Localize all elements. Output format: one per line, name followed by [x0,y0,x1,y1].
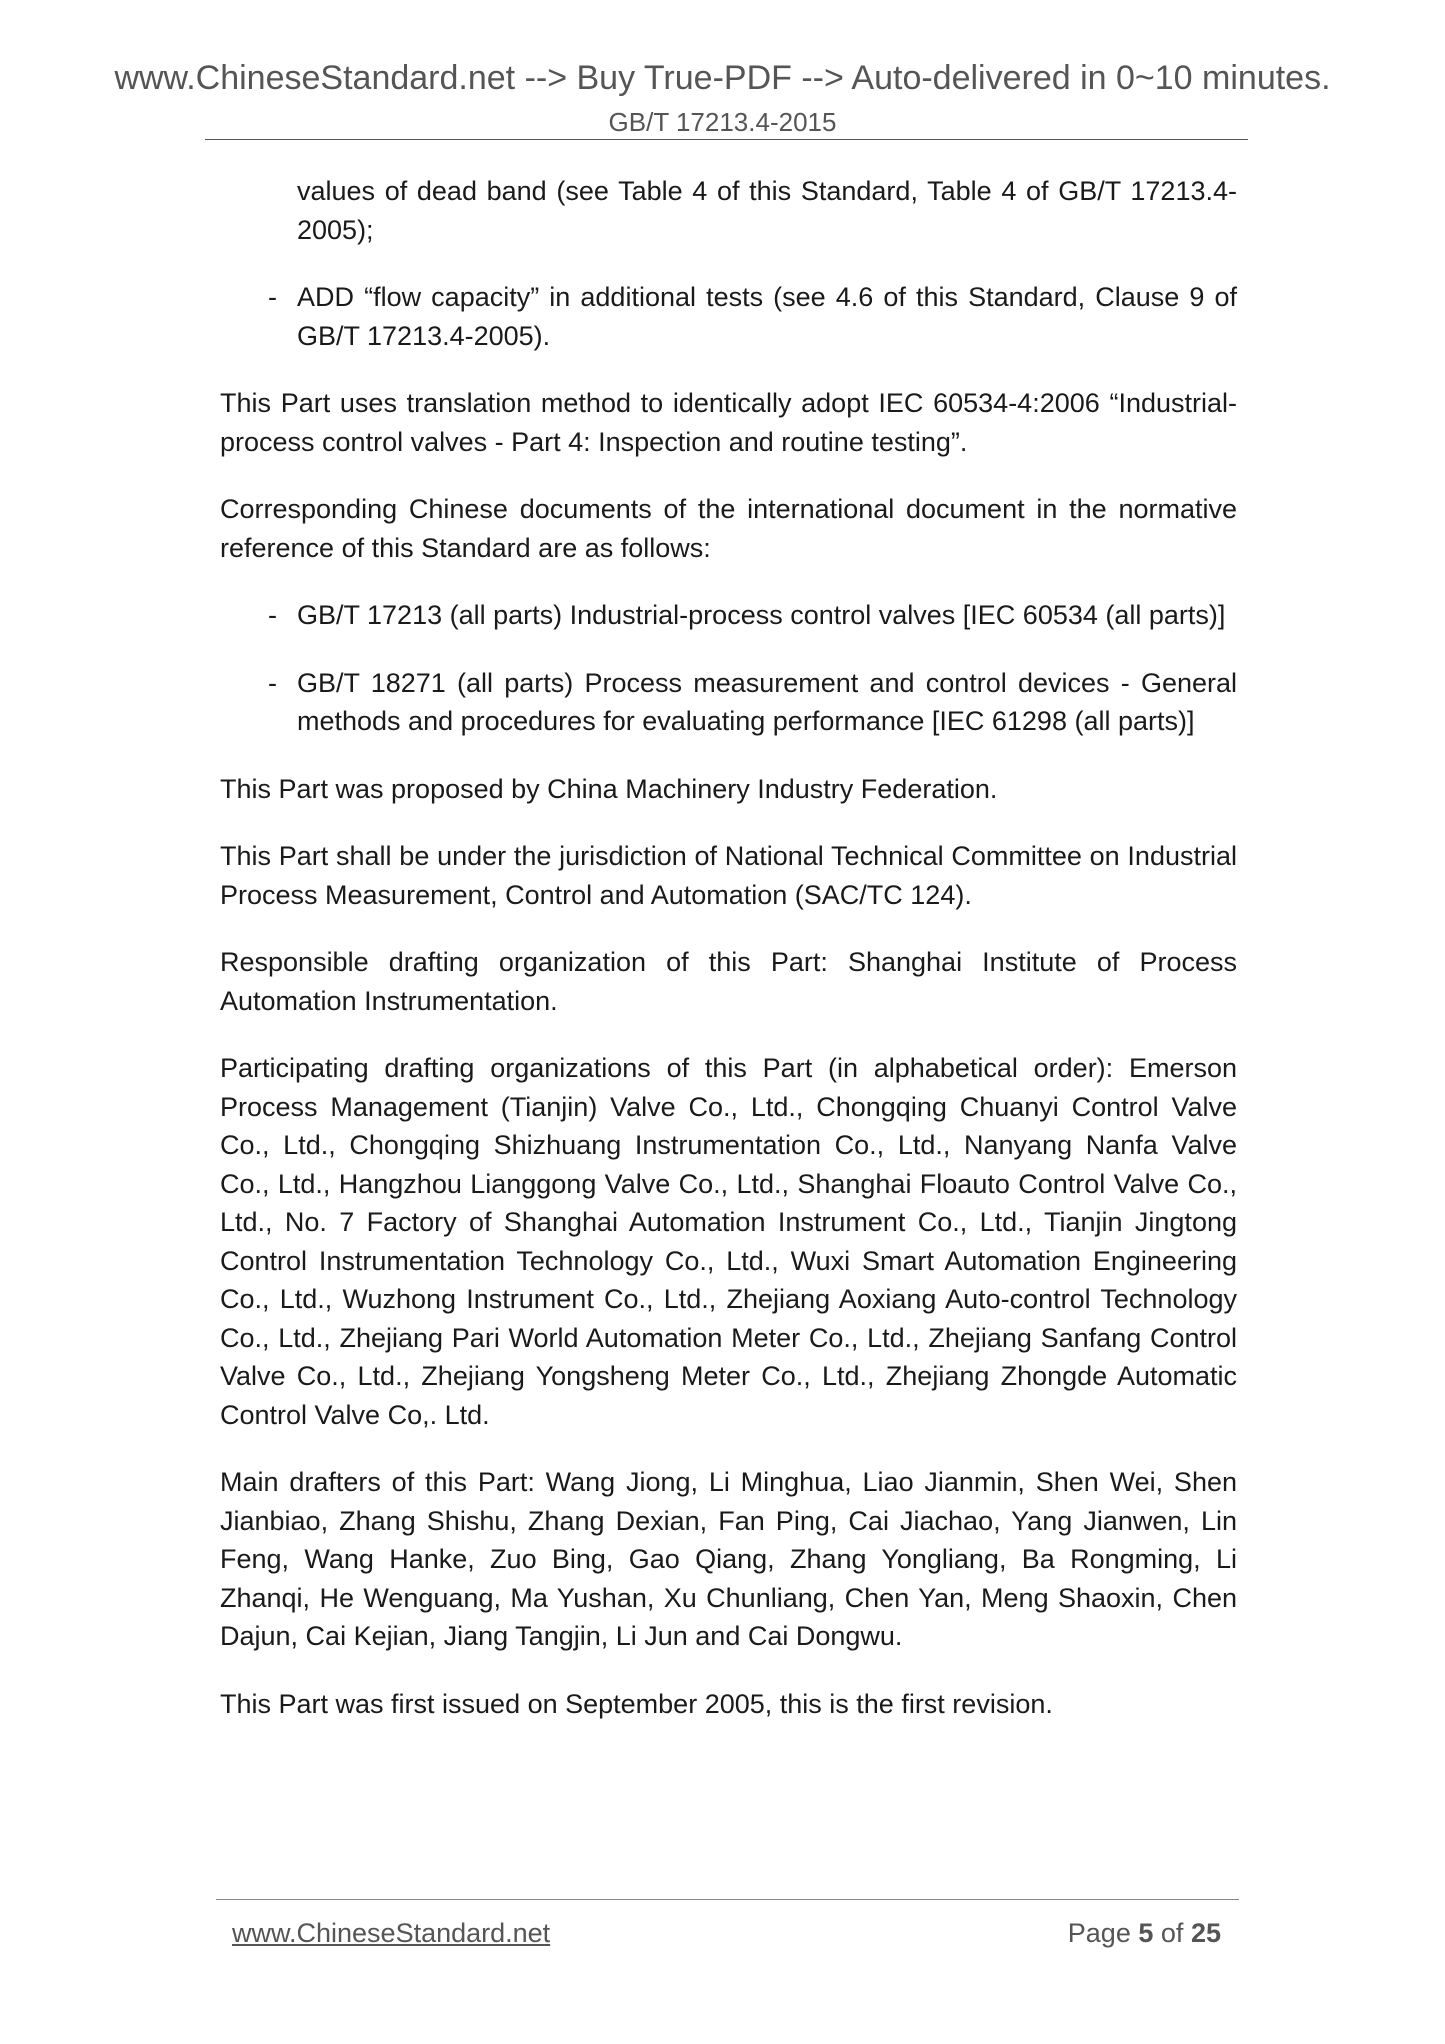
change-list-item-text: ADD “flow capacity” in additional tests (see 4.6 of this Standard, Clause 9 of GB/T 17213.4-2005). [297,282,1237,351]
page-of-label: of [1160,1918,1184,1948]
paragraph-main-drafters: Main drafters of this Part: Wang Jiong, Li Minghua, Liao Jianmin, Shen Wei, Shen Jianbiao, Zhang Shishu, Zhang Dexian, Fan Ping, Cai Jiachao, Yang Jianwen, Lin Feng, Wang Hanke, Zuo Bing, Gao Qiang, Zhang Yongliang, Ba Rongming, Li Zhanqi, He Wenguang, Ma Yushan, Xu Chunliang, Chen Yan, Meng Shaoxin, Chen Dajun, Cai Kejian, Jiang Tangjin, Li Jun and Cai Dongwu. [220,1467,1237,1651]
paragraph-corresponding: Corresponding Chinese documents of the international document in the normative reference of this Standard are as follows: [220,494,1237,563]
foreword-content [220,172,1237,1752]
paragraph-translation: This Part uses translation method to identically adopt IEC 60534-4:2006 “Industrial-process control valves - Part 4: Inspection and routine testing”. [220,388,1237,457]
paragraph-first-issued: This Part was first issued on September 2005, this is the first revision. [220,1688,1053,1719]
paragraph-jurisdiction: This Part shall be under the jurisdiction of National Technical Committee on Industrial Process Measurement, Control and Automation (SAC/TC 124). [220,841,1237,910]
change-list-item [220,278,1237,355]
header-divider [205,139,1248,140]
footer-divider [216,1899,1239,1900]
list-dash: - [268,600,277,630]
footer-website-link[interactable]: www.ChineseStandard.net [232,1918,551,1948]
list-dash: - [268,282,277,312]
page-indicator [1068,1916,1221,1950]
page-label: Page [1067,1918,1131,1948]
header-banner: www.ChineseStandard.net --> Buy True-PDF --> Auto-delivered in 0~10 minutes. [114,59,1331,97]
current-page-number: 5 [1138,1918,1154,1948]
reference-list-item [220,596,1237,635]
total-pages-number: 25 [1190,1918,1221,1948]
paragraph-participating-organizations: Participating drafting organizations of this Part (in alphabetical order): Emerson Process Management (Tianjin) Valve Co., Ltd., Chongqing Chuanyi Control Valve Co., Ltd., Chongqing Shizhuang Instrumentation Co., Ltd., Nanyang Nanfa Valve Co., Ltd., Hangzhou Lianggong Valve Co., Ltd., Shanghai Floauto Control Valve Co., Ltd., No. 7 Factory of Shanghai Automation Instrument Co., Ltd., Tianjin Jingtong Control Instrumentation Technology Co., Ltd., Wuxi Smart Automation Engineering Co., Ltd., Wuzhong Instrument Co., Ltd., Zhejiang Aoxiang Auto-control Technology Co., Ltd., Zhejiang Pari World Automation Meter Co., Ltd., Zhejiang Sanfang Control Valve Co., Ltd., Zhejiang Yongsheng Meter Co., Ltd., Zhejiang Zhongde Automatic Control Valve Co,. Ltd. [220,1053,1237,1430]
paragraph-proposed: This Part was proposed by China Machinery Industry Federation. [220,773,998,804]
list-dash: - [268,667,277,698]
paragraph-responsible-organization: Responsible drafting organization of this Part: Shanghai Institute of Process Automation Instrumentation. [220,947,1237,1016]
reference-list-item-text: GB/T 17213 (all parts) Industrial-process control valves [IEC 60534 (all parts)] [297,600,1226,630]
reference-list-item [220,664,1237,741]
reference-list-item-text: GB/T 18271 (all parts) Process measurement and control devices - General methods and procedures for evaluating performance [IEC 61298 (all parts)] [297,667,1237,736]
continued-list-text: values of dead band (see Table 4 of this Standard, Table 4 of GB/T 17213.4-2005); [297,176,1237,245]
document-code: GB/T 17213.4-2015 [608,107,837,137]
